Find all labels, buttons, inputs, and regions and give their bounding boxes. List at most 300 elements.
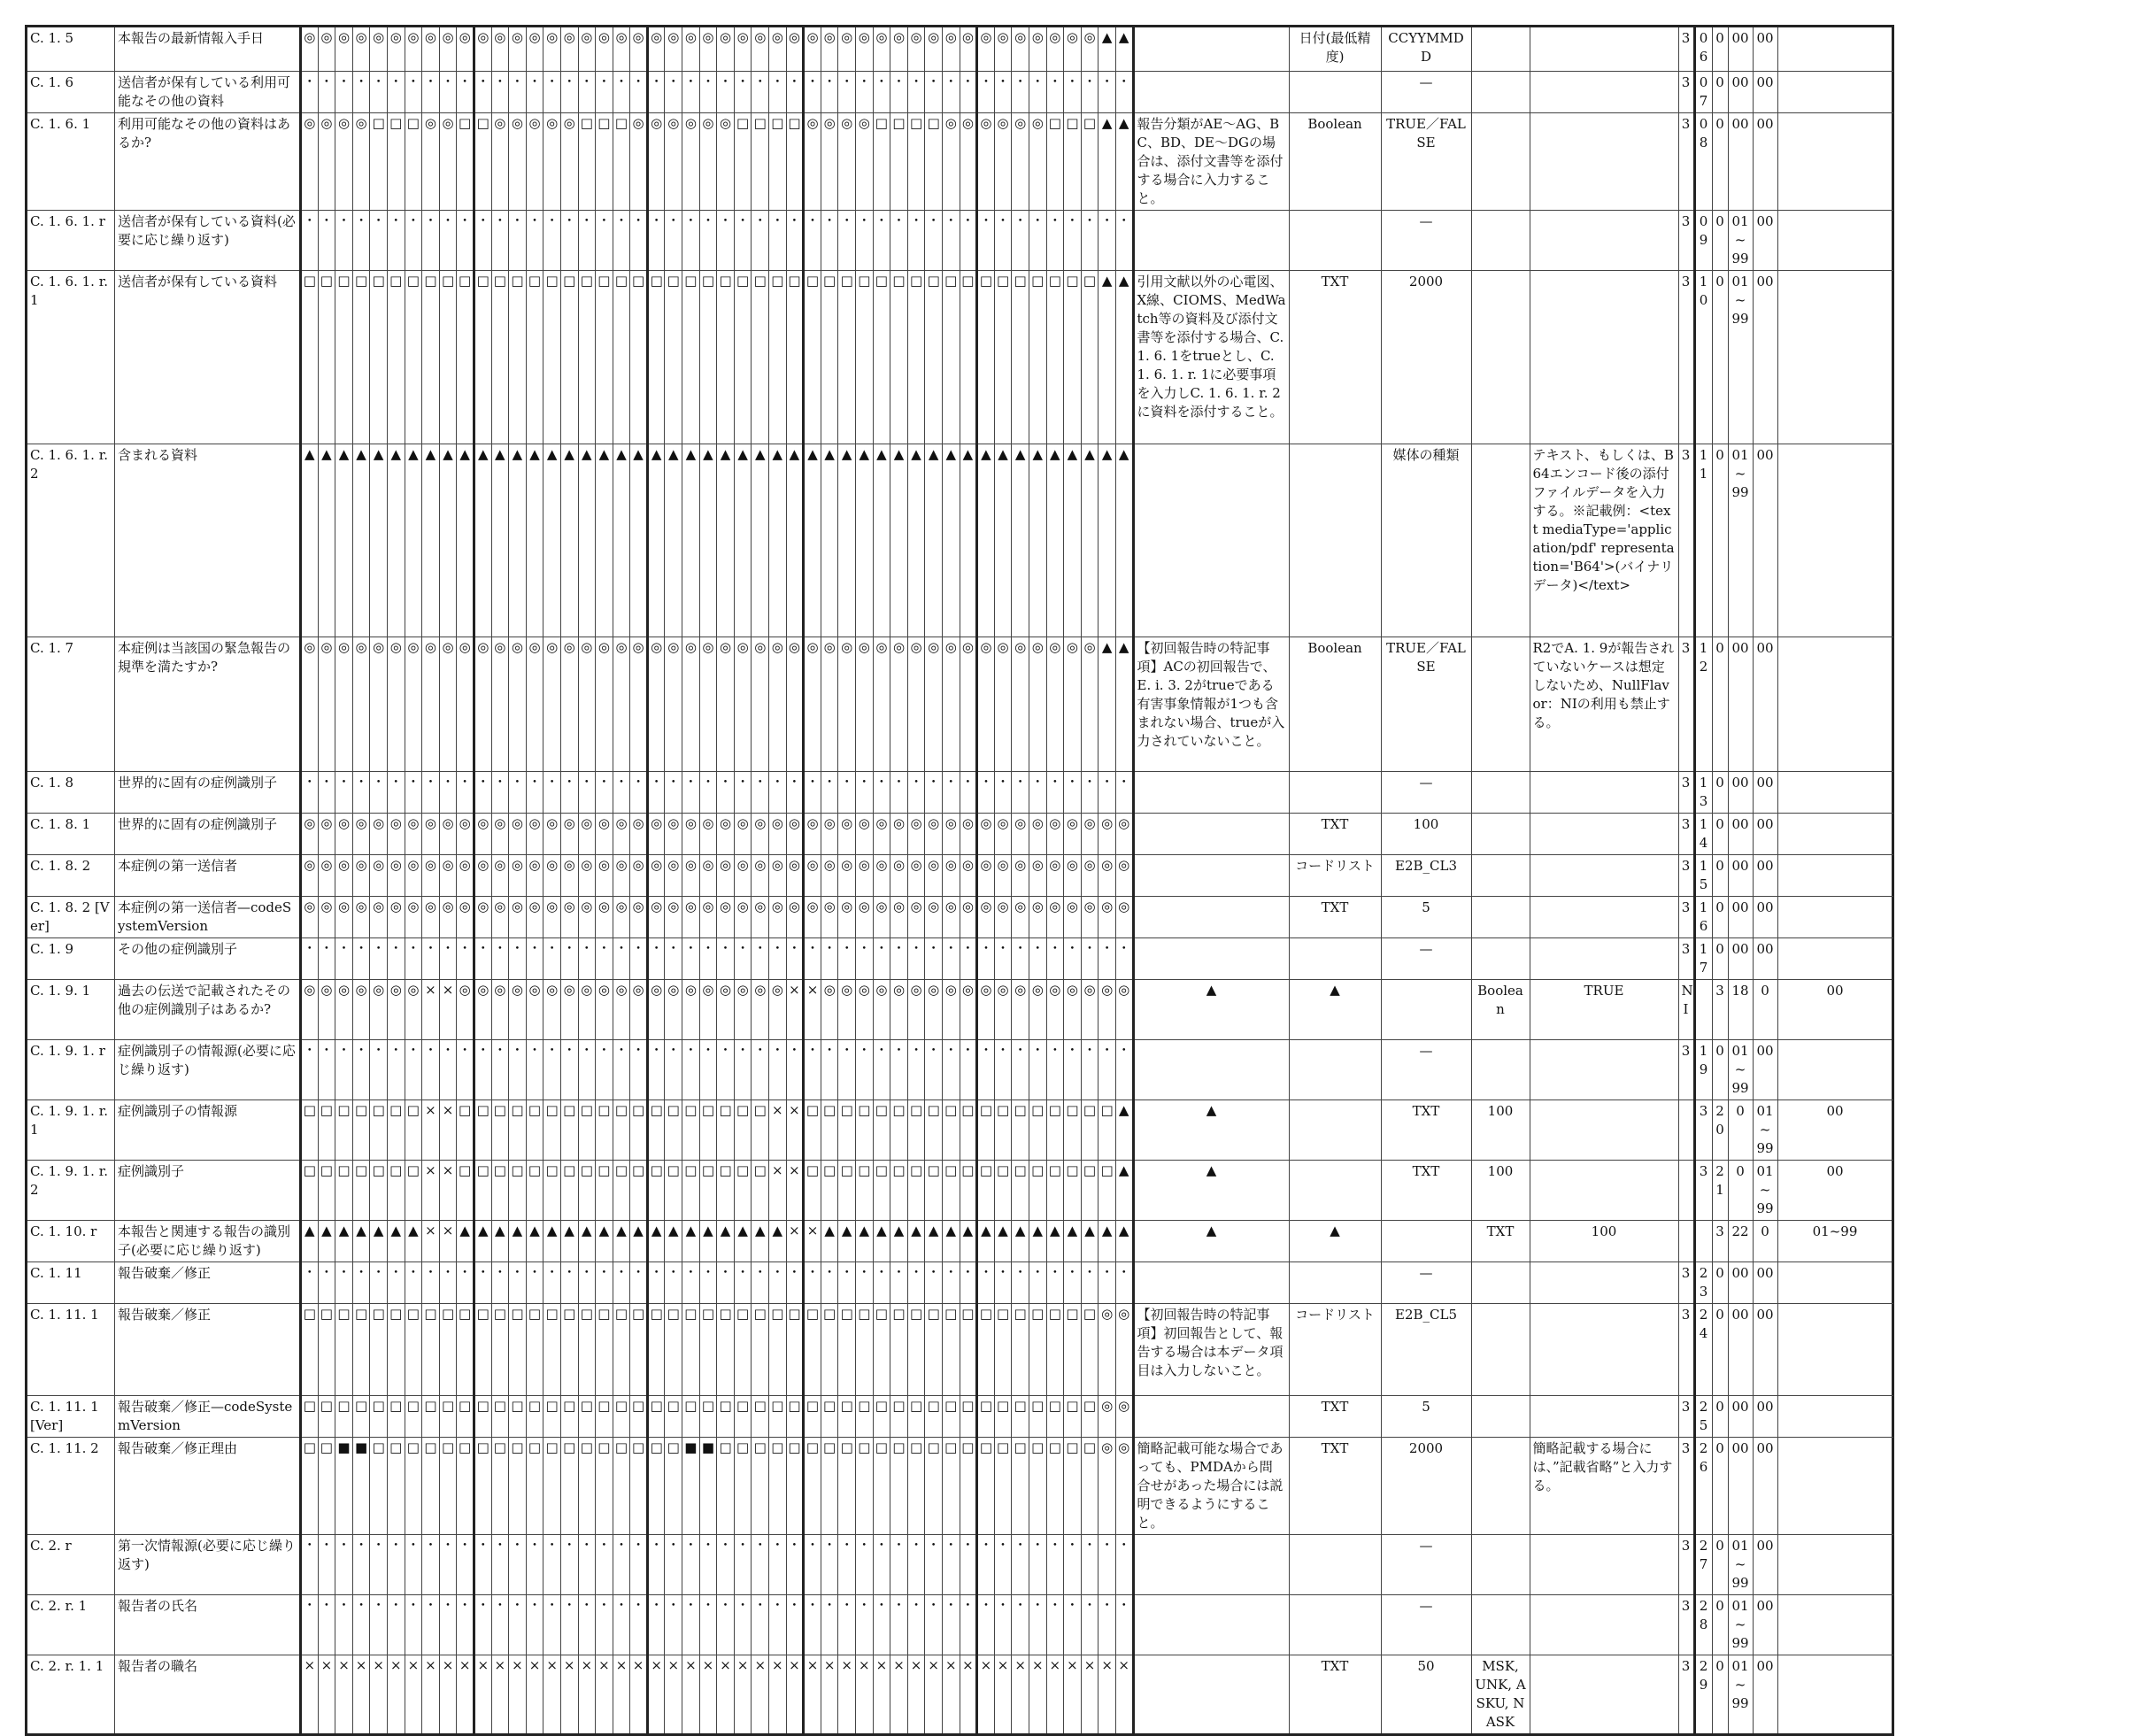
blank-cell <box>1777 72 1892 113</box>
marker-cell: □ <box>786 1304 804 1396</box>
marker-cell: □ <box>786 1438 804 1535</box>
marker-cell: ▲ <box>370 1221 388 1262</box>
marker-cell: ・ <box>509 1040 527 1100</box>
marker-cell: ◎ <box>1029 814 1046 855</box>
marker-cell: ◎ <box>560 27 578 72</box>
code-col-3: 0 <box>1728 1161 1753 1221</box>
marker-cell: ・ <box>1064 1535 1082 1595</box>
length-cell: 100 <box>1471 1161 1530 1221</box>
table-row <box>27 897 1893 938</box>
marker-cell: ◎ <box>977 855 995 897</box>
marker-cell: ・ <box>769 1535 787 1595</box>
marker-cell: □ <box>474 1304 491 1396</box>
marker-cell: ◎ <box>647 27 665 72</box>
marker-cell: □ <box>682 1161 700 1221</box>
marker-cell: ◎ <box>1029 27 1046 72</box>
marker-cell: □ <box>301 1100 319 1161</box>
marker-cell: ・ <box>752 1040 769 1100</box>
marker-cell: ・ <box>352 72 370 113</box>
marker-cell: ▲ <box>734 444 752 637</box>
item-name-cell: 送信者が保有している利用可能なその他の資料 <box>115 72 301 113</box>
marker-cell: ◎ <box>439 113 457 211</box>
marker-cell: ・ <box>370 772 388 814</box>
marker-cell: ・ <box>786 72 804 113</box>
marker-cell: ・ <box>1012 938 1029 980</box>
marker-cell: × <box>1046 1655 1064 1735</box>
marker-cell: ◎ <box>890 980 908 1040</box>
marker-cell: × <box>335 1655 353 1735</box>
marker-cell: □ <box>1029 271 1046 444</box>
marker-cell: ・ <box>856 1040 874 1100</box>
marker-cell: ◎ <box>1046 897 1064 938</box>
code-col-2: 06 <box>1694 27 1712 72</box>
marker-cell: □ <box>301 1438 319 1535</box>
marker-cell: × <box>301 1655 319 1735</box>
marker-cell: ・ <box>1098 1595 1116 1655</box>
marker-cell: □ <box>717 271 735 444</box>
code-col-2: 09 <box>1694 211 1712 271</box>
marker-cell: □ <box>630 1396 648 1438</box>
marker-cell: ◎ <box>1081 897 1098 938</box>
marker-cell: ・ <box>769 938 787 980</box>
marker-cell: ・ <box>682 1535 700 1595</box>
code-col-4: 01~99 <box>1753 1100 1777 1161</box>
nullflavor-cell <box>1530 1161 1678 1221</box>
table-row <box>27 1396 1893 1438</box>
code-col-2: 12 <box>1694 637 1712 772</box>
marker-cell: ▲ <box>1115 113 1133 211</box>
marker-cell: × <box>457 1655 474 1735</box>
code-col-4: 01~99 <box>1728 271 1753 444</box>
blank-cell <box>1777 1040 1892 1100</box>
marker-cell: ・ <box>977 772 995 814</box>
remark-cell <box>1530 1304 1678 1396</box>
marker-cell: ▲ <box>370 444 388 637</box>
marker-cell: ・ <box>682 938 700 980</box>
marker-cell: ・ <box>335 938 353 980</box>
blank-cell <box>1777 444 1892 637</box>
marker-cell: □ <box>352 271 370 444</box>
data-type-cell: TXT <box>1381 1161 1471 1221</box>
data-type-cell: Boolean <box>1471 980 1530 1040</box>
code-col-4: 00 <box>1728 72 1753 113</box>
marker-cell: ・ <box>734 1535 752 1595</box>
marker-cell: ・ <box>769 772 787 814</box>
marker-cell: □ <box>613 113 630 211</box>
marker-cell: ◎ <box>682 27 700 72</box>
marker-cell: □ <box>491 1161 509 1221</box>
marker-cell: ・ <box>370 72 388 113</box>
item-id-cell: C. 2. r <box>27 1535 115 1595</box>
marker-cell: □ <box>613 1304 630 1396</box>
marker-cell: □ <box>1081 113 1098 211</box>
marker-cell: □ <box>405 1304 422 1396</box>
marker-cell: ▲ <box>630 444 648 637</box>
marker-cell: ・ <box>1029 1262 1046 1304</box>
marker-cell: □ <box>838 1396 856 1438</box>
marker-cell: × <box>1012 1655 1029 1735</box>
marker-cell: ・ <box>769 211 787 271</box>
marker-cell: ◎ <box>335 27 353 72</box>
marker-cell: ・ <box>682 1040 700 1100</box>
marker-cell: ◎ <box>318 897 335 938</box>
marker-cell: ・ <box>560 772 578 814</box>
marker-cell: □ <box>560 1438 578 1535</box>
note-cell <box>1381 1221 1471 1262</box>
marker-cell: ・ <box>301 938 319 980</box>
marker-cell: ◎ <box>665 113 682 211</box>
marker-cell: □ <box>630 1438 648 1535</box>
marker-cell: ◎ <box>925 27 943 72</box>
nullflavor-cell <box>1471 27 1530 72</box>
marker-cell: ・ <box>474 1595 491 1655</box>
table-row <box>27 444 1893 637</box>
marker-cell: □ <box>474 1100 491 1161</box>
marker-cell: ・ <box>1098 772 1116 814</box>
marker-cell: ◎ <box>1115 1396 1133 1438</box>
remark-cell <box>1530 211 1678 271</box>
marker-cell: □ <box>821 1396 838 1438</box>
marker-cell: ・ <box>352 938 370 980</box>
marker-cell: □ <box>526 1304 543 1396</box>
marker-cell: ◎ <box>578 637 596 772</box>
marker-cell: □ <box>560 1100 578 1161</box>
code-col-3: 0 <box>1753 980 1777 1040</box>
marker-cell: □ <box>960 1438 977 1535</box>
marker-cell: ◎ <box>682 980 700 1040</box>
marker-cell: ◎ <box>630 113 648 211</box>
marker-cell: ◎ <box>318 637 335 772</box>
marker-cell: ・ <box>1029 1595 1046 1655</box>
note-cell <box>1133 1262 1289 1304</box>
item-id-cell: C. 1. 6. 1. r. 2 <box>27 444 115 637</box>
item-name-cell: 報告破棄／修正—codeSystemVersion <box>115 1396 301 1438</box>
marker-cell: ・ <box>890 1262 908 1304</box>
marker-cell: ◎ <box>838 27 856 72</box>
marker-cell: □ <box>509 1100 527 1161</box>
marker-cell: ◎ <box>942 855 960 897</box>
code-col-3: 0 <box>1712 1262 1728 1304</box>
marker-cell: ・ <box>960 772 977 814</box>
marker-cell: ・ <box>665 1262 682 1304</box>
marker-cell: ◎ <box>856 897 874 938</box>
marker-cell: ◎ <box>1064 980 1082 1040</box>
item-id-cell: C. 1. 11 <box>27 1262 115 1304</box>
marker-cell: ・ <box>422 1595 440 1655</box>
marker-cell: ・ <box>543 772 561 814</box>
marker-cell: □ <box>942 1438 960 1535</box>
nullflavor-cell <box>1471 814 1530 855</box>
marker-cell: ◎ <box>1046 637 1064 772</box>
marker-cell: □ <box>665 1100 682 1161</box>
remark-cell <box>1530 1595 1678 1655</box>
marker-cell: □ <box>1064 271 1082 444</box>
code-col-5: 00 <box>1753 72 1777 113</box>
marker-cell: □ <box>907 1100 925 1161</box>
marker-cell: ◎ <box>699 980 717 1040</box>
marker-cell: □ <box>1081 1100 1098 1161</box>
marker-cell: ◎ <box>682 113 700 211</box>
code-col-1: 3 <box>1678 897 1694 938</box>
nullflavor-cell <box>1471 1396 1530 1438</box>
marker-cell: □ <box>318 271 335 444</box>
marker-cell: × <box>682 1655 700 1735</box>
marker-cell: □ <box>769 271 787 444</box>
marker-cell: □ <box>890 1438 908 1535</box>
marker-cell: □ <box>578 271 596 444</box>
marker-cell: ▲ <box>543 444 561 637</box>
marker-cell: × <box>560 1655 578 1735</box>
marker-cell: × <box>613 1655 630 1735</box>
marker-cell: ・ <box>977 938 995 980</box>
marker-cell: □ <box>474 271 491 444</box>
marker-cell: × <box>1029 1655 1046 1735</box>
marker-cell: ・ <box>994 1535 1012 1595</box>
item-name-cell: 報告破棄／修正 <box>115 1262 301 1304</box>
marker-cell: ◎ <box>821 855 838 897</box>
marker-cell: ◎ <box>630 637 648 772</box>
code-col-2: 29 <box>1694 1655 1712 1735</box>
item-name-cell: 本症例の第一送信者—codeSystemVersion <box>115 897 301 938</box>
code-col-3: 0 <box>1728 1100 1753 1161</box>
marker-cell: ・ <box>1012 1595 1029 1655</box>
marker-cell: ・ <box>509 1535 527 1595</box>
marker-cell: ◎ <box>769 27 787 72</box>
marker-cell: ◎ <box>318 27 335 72</box>
code-col-2: 22 <box>1728 1221 1753 1262</box>
item-id-cell: C. 1. 9. 1. r. 1 <box>27 1100 115 1161</box>
code-col-5: 00 <box>1753 1396 1777 1438</box>
marker-cell: ◎ <box>665 980 682 1040</box>
marker-cell: × <box>405 1655 422 1735</box>
nullflavor-cell <box>1471 1304 1530 1396</box>
marker-cell: ・ <box>769 1040 787 1100</box>
marker-cell: ・ <box>1098 211 1116 271</box>
marker-cell: ・ <box>578 938 596 980</box>
marker-cell: ・ <box>1064 1262 1082 1304</box>
marker-cell: ・ <box>1046 772 1064 814</box>
marker-cell: ・ <box>509 1595 527 1655</box>
marker-cell: ・ <box>890 1595 908 1655</box>
marker-cell: ・ <box>994 938 1012 980</box>
item-id-cell: C. 1. 6 <box>27 72 115 113</box>
marker-cell: ◎ <box>335 855 353 897</box>
marker-cell: ・ <box>405 211 422 271</box>
code-col-3: 0 <box>1712 1655 1728 1735</box>
marker-cell: ・ <box>1081 938 1098 980</box>
code-col-2: 24 <box>1694 1304 1712 1396</box>
code-col-3: 0 <box>1712 1438 1728 1535</box>
marker-cell: ▲ <box>1133 1100 1289 1161</box>
marker-cell: ■ <box>335 1438 353 1535</box>
marker-cell: ◎ <box>422 897 440 938</box>
marker-cell: □ <box>942 1396 960 1438</box>
marker-cell: ・ <box>665 938 682 980</box>
remark-cell <box>1694 1221 1712 1262</box>
marker-cell: ・ <box>717 1595 735 1655</box>
marker-cell: ▲ <box>387 1221 405 1262</box>
marker-cell: ・ <box>578 1595 596 1655</box>
item-name-cell: 報告者の氏名 <box>115 1595 301 1655</box>
marker-cell: ◎ <box>509 27 527 72</box>
marker-cell: □ <box>630 1304 648 1396</box>
marker-cell: □ <box>925 1100 943 1161</box>
marker-cell: □ <box>491 1304 509 1396</box>
marker-cell: □ <box>352 1100 370 1161</box>
remark-cell <box>1530 855 1678 897</box>
marker-cell: ▲ <box>578 1221 596 1262</box>
marker-cell: ・ <box>665 1040 682 1100</box>
marker-cell: ・ <box>1115 1595 1133 1655</box>
marker-cell: × <box>422 1100 440 1161</box>
marker-cell: ◎ <box>335 980 353 1040</box>
marker-cell: ・ <box>647 1535 665 1595</box>
marker-cell: ▲ <box>526 1221 543 1262</box>
marker-cell: □ <box>1081 1396 1098 1438</box>
marker-cell: ◎ <box>509 980 527 1040</box>
code-col-4: 01~99 <box>1728 444 1753 637</box>
marker-cell: ◎ <box>405 814 422 855</box>
marker-cell: □ <box>907 1438 925 1535</box>
marker-cell: ・ <box>1081 1595 1098 1655</box>
marker-cell: □ <box>387 113 405 211</box>
length-cell: 50 <box>1381 1655 1471 1735</box>
marker-cell: □ <box>821 1161 838 1221</box>
marker-cell: ・ <box>856 772 874 814</box>
marker-cell: ・ <box>439 211 457 271</box>
marker-cell: □ <box>717 1396 735 1438</box>
marker-cell: ・ <box>491 1040 509 1100</box>
marker-cell: ◎ <box>734 980 752 1040</box>
marker-cell: × <box>439 1655 457 1735</box>
marker-cell: ▲ <box>907 1221 925 1262</box>
item-id-cell: C. 2. r. 1. 1 <box>27 1655 115 1735</box>
marker-cell: □ <box>1098 1161 1116 1221</box>
table-row <box>27 271 1893 444</box>
marker-cell: ▲ <box>543 1221 561 1262</box>
marker-cell: ◎ <box>699 637 717 772</box>
marker-cell: ・ <box>370 1535 388 1595</box>
item-name-cell: 過去の伝送で記載されたその他の症例識別子はあるか? <box>115 980 301 1040</box>
marker-cell: ・ <box>752 1262 769 1304</box>
marker-cell: ・ <box>560 72 578 113</box>
blank-cell <box>1777 1304 1892 1396</box>
data-type-cell <box>1289 938 1381 980</box>
marker-cell: ・ <box>786 1040 804 1100</box>
marker-cell: ◎ <box>352 855 370 897</box>
marker-cell: □ <box>526 271 543 444</box>
marker-cell: □ <box>734 1304 752 1396</box>
note-cell <box>1133 772 1289 814</box>
marker-cell: □ <box>526 1161 543 1221</box>
marker-cell: × <box>804 1221 821 1262</box>
marker-cell: ◎ <box>699 814 717 855</box>
marker-cell: ◎ <box>509 855 527 897</box>
marker-cell: ▲ <box>596 1221 613 1262</box>
marker-cell: ▲ <box>1029 1221 1046 1262</box>
marker-cell: □ <box>1064 1161 1082 1221</box>
marker-cell: ◎ <box>942 113 960 211</box>
marker-cell: × <box>422 980 440 1040</box>
marker-cell: ▲ <box>405 444 422 637</box>
marker-cell: ・ <box>422 772 440 814</box>
marker-cell: □ <box>1029 1161 1046 1221</box>
item-name-cell: 症例識別子の情報源(必要に応じ繰り返す) <box>115 1040 301 1100</box>
marker-cell: ▲ <box>821 444 838 637</box>
marker-cell: ・ <box>665 772 682 814</box>
code-col-1: 3 <box>1694 1100 1712 1161</box>
marker-cell: ・ <box>786 1262 804 1304</box>
marker-cell: ▲ <box>942 444 960 637</box>
marker-cell: ▲ <box>838 444 856 637</box>
marker-cell: ・ <box>335 1262 353 1304</box>
nullflavor-cell: MSK, UNK, ASKU, NASK <box>1471 1655 1530 1735</box>
marker-cell: ◎ <box>509 814 527 855</box>
table-row <box>27 980 1893 1040</box>
code-col-5: 00 <box>1753 897 1777 938</box>
marker-cell: ・ <box>491 938 509 980</box>
item-name-cell: その他の症例識別子 <box>115 938 301 980</box>
marker-cell: ◎ <box>387 897 405 938</box>
marker-cell: □ <box>352 1304 370 1396</box>
marker-cell: ▲ <box>1115 1221 1133 1262</box>
nullflavor-cell <box>1471 1040 1530 1100</box>
marker-cell: ・ <box>352 1262 370 1304</box>
code-col-5: 00 <box>1777 1161 1892 1221</box>
marker-cell: ・ <box>890 1535 908 1595</box>
marker-cell: ▲ <box>318 444 335 637</box>
marker-cell: ・ <box>491 772 509 814</box>
item-id-cell: C. 1. 9. 1. r <box>27 1040 115 1100</box>
marker-cell: ・ <box>977 211 995 271</box>
marker-cell: ◎ <box>457 27 474 72</box>
marker-cell: □ <box>335 1100 353 1161</box>
marker-cell: ◎ <box>318 855 335 897</box>
marker-cell: ▲ <box>318 1221 335 1262</box>
marker-cell: □ <box>578 1161 596 1221</box>
marker-cell: ◎ <box>821 637 838 772</box>
marker-cell: □ <box>560 1304 578 1396</box>
marker-cell: ■ <box>682 1438 700 1535</box>
marker-cell: ◎ <box>804 113 821 211</box>
code-col-3: 0 <box>1712 855 1728 897</box>
marker-cell: ◎ <box>1098 980 1116 1040</box>
marker-cell: □ <box>457 1100 474 1161</box>
marker-cell: ◎ <box>405 980 422 1040</box>
marker-cell: × <box>890 1655 908 1735</box>
item-id-cell: C. 1. 11. 1 <box>27 1304 115 1396</box>
marker-cell: ◎ <box>752 637 769 772</box>
marker-cell: □ <box>630 1161 648 1221</box>
code-col-3: 0 <box>1712 938 1728 980</box>
marker-cell: ・ <box>335 72 353 113</box>
marker-cell: × <box>977 1655 995 1735</box>
marker-cell: ・ <box>439 772 457 814</box>
marker-cell: ◎ <box>422 637 440 772</box>
marker-cell: ・ <box>804 1262 821 1304</box>
marker-cell: ・ <box>994 1040 1012 1100</box>
marker-cell: ▲ <box>1012 444 1029 637</box>
marker-cell: □ <box>647 1304 665 1396</box>
marker-cell: ◎ <box>560 855 578 897</box>
marker-cell: ・ <box>578 72 596 113</box>
marker-cell: ・ <box>821 1262 838 1304</box>
marker-cell: ・ <box>838 1040 856 1100</box>
marker-cell: ▲ <box>1098 1221 1116 1262</box>
marker-cell: ・ <box>873 1262 890 1304</box>
marker-cell: × <box>491 1655 509 1735</box>
nullflavor-cell <box>1471 1595 1530 1655</box>
